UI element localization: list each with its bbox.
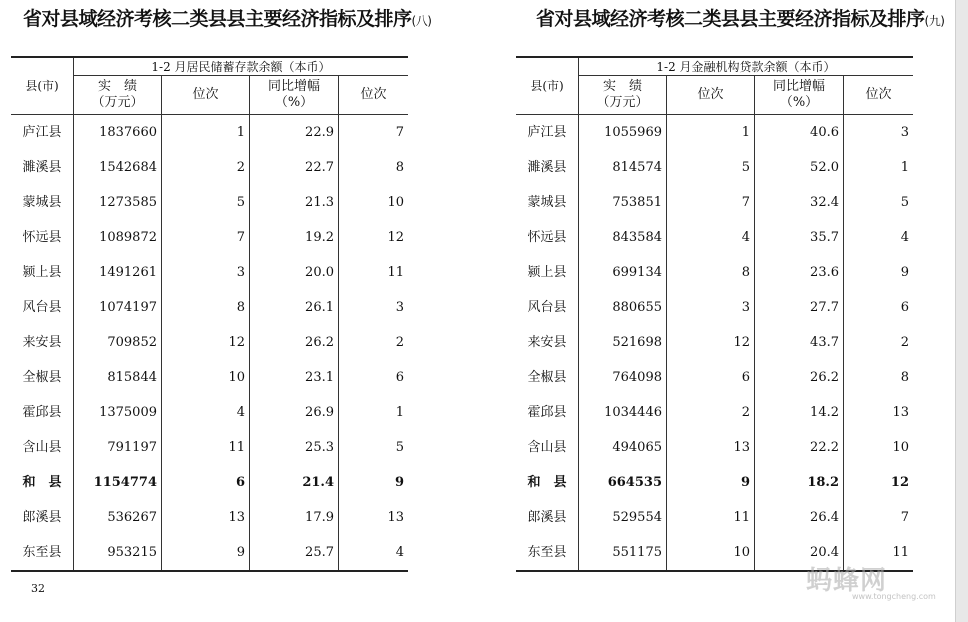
cell-growth: 25.3 [250, 430, 339, 465]
header-growth: 同比增幅 （%） [250, 76, 339, 115]
cell-rank: 6 [667, 360, 755, 395]
cell-growth: 22.9 [250, 115, 339, 151]
cell-growth-rank: 1 [395, 404, 404, 420]
savings-deposit-table [11, 56, 408, 572]
cell-county: 庐江县 [11, 115, 74, 151]
table-row [11, 290, 408, 325]
cell-county: 来安县 [516, 325, 579, 360]
watermark-logo: 蚂蜂网 [806, 566, 888, 596]
cell-growth-rank: 1 [900, 159, 909, 175]
table-row [516, 465, 913, 500]
cell-county: 怀远县 [11, 220, 74, 255]
cell-rank: 3 [667, 290, 755, 325]
cell-rank: 8 [162, 290, 250, 325]
cell-rank: 12 [667, 325, 755, 360]
cell-rank: 5 [162, 185, 250, 220]
cell-growth: 35.7 [755, 220, 844, 255]
cell-rank: 6 [162, 465, 250, 500]
cell-rank: 8 [667, 255, 755, 290]
header-span-title: 1-2 月金融机构贷款余额（本币） [579, 57, 914, 76]
cell-growth-rank: 6 [900, 299, 909, 315]
table-row [516, 360, 913, 395]
title-text: 省对县域经济考核二类县县主要经济指标及排序 [23, 8, 412, 30]
cell-value: 753851 [579, 185, 667, 220]
cell-county: 濉溪县 [516, 150, 579, 185]
cell-growth: 23.1 [250, 360, 339, 395]
cell-value: 1273585 [74, 185, 162, 220]
cell-county: 蒙城县 [516, 185, 579, 220]
table-row [516, 500, 913, 535]
cell-value: 536267 [74, 500, 162, 535]
table-row [516, 430, 913, 465]
cell-county: 来安县 [11, 325, 74, 360]
cell-growth-rank: 7 [395, 124, 404, 140]
cell-growth: 26.2 [755, 360, 844, 395]
cell-growth: 43.7 [755, 325, 844, 360]
cell-growth: 19.2 [250, 220, 339, 255]
cell-growth-rank: 10 [387, 194, 404, 210]
cell-growth: 22.2 [755, 430, 844, 465]
page-title-left [23, 4, 431, 31]
table-row [516, 185, 913, 220]
cell-growth-rank: 12 [387, 229, 404, 245]
cell-growth-rank: 5 [395, 439, 404, 455]
table-row [11, 255, 408, 290]
cell-county: 颍上县 [11, 255, 74, 290]
cell-value: 709852 [74, 325, 162, 360]
cell-rank: 13 [667, 430, 755, 465]
cell-growth: 18.2 [755, 465, 844, 500]
table-row [11, 500, 408, 535]
cell-county: 和 县 [11, 465, 74, 500]
cell-growth: 21.4 [250, 465, 339, 500]
cell-county: 全椒县 [11, 360, 74, 395]
table-row [516, 255, 913, 290]
header-county: 县(市) [11, 57, 74, 115]
cell-growth: 32.4 [755, 185, 844, 220]
page-number: 32 [31, 582, 45, 595]
cell-growth: 52.0 [755, 150, 844, 185]
cell-rank: 4 [162, 395, 250, 430]
title-suffix: (九) [924, 14, 945, 28]
cell-rank: 1 [667, 115, 755, 151]
title-suffix: (八) [411, 14, 432, 28]
cell-county: 霍邱县 [11, 395, 74, 430]
cell-rank: 5 [667, 150, 755, 185]
cell-rank: 9 [162, 535, 250, 571]
cell-value: 551175 [579, 535, 667, 571]
header-value: 实 绩 （万元） [74, 76, 162, 115]
header-rank: 位次 [667, 76, 755, 115]
table-row [516, 395, 913, 430]
cell-growth-rank: 4 [900, 229, 909, 245]
cell-value: 1055969 [579, 115, 667, 151]
cell-growth-rank: 13 [387, 509, 404, 525]
table-row [11, 325, 408, 360]
cell-value: 1034446 [579, 395, 667, 430]
cell-growth: 40.6 [755, 115, 844, 151]
cell-growth: 21.3 [250, 185, 339, 220]
table-row [11, 360, 408, 395]
table-row [516, 220, 913, 255]
cell-value: 664535 [579, 465, 667, 500]
cell-county: 东至县 [11, 535, 74, 571]
cell-growth-rank: 4 [395, 544, 404, 560]
table-row [11, 395, 408, 430]
cell-value: 843584 [579, 220, 667, 255]
cell-growth-rank: 11 [892, 544, 909, 560]
header-span-title: 1-2 月居民储蓄存款余额（本币） [74, 57, 409, 76]
cell-rank: 2 [162, 150, 250, 185]
header-rank: 位次 [162, 76, 250, 115]
scrollbar[interactable] [955, 0, 968, 622]
cell-rank: 2 [667, 395, 755, 430]
cell-county: 庐江县 [516, 115, 579, 151]
cell-growth: 25.7 [250, 535, 339, 571]
cell-rank: 1 [162, 115, 250, 151]
cell-county: 郎溪县 [11, 500, 74, 535]
cell-value: 521698 [579, 325, 667, 360]
cell-growth-rank: 6 [395, 369, 404, 385]
cell-growth-rank: 7 [900, 509, 909, 525]
cell-growth: 22.7 [250, 150, 339, 185]
cell-rank: 3 [162, 255, 250, 290]
cell-value: 791197 [74, 430, 162, 465]
cell-rank: 13 [162, 500, 250, 535]
cell-growth: 20.4 [755, 535, 844, 571]
table-row [516, 115, 913, 151]
cell-county: 霍邱县 [516, 395, 579, 430]
table-row [516, 290, 913, 325]
cell-value: 815844 [74, 360, 162, 395]
cell-growth: 20.0 [250, 255, 339, 290]
watermark-url: www.tongcheng.com [852, 592, 936, 601]
table-row [516, 325, 913, 360]
cell-growth: 17.9 [250, 500, 339, 535]
cell-rank: 12 [162, 325, 250, 360]
cell-rank: 7 [162, 220, 250, 255]
cell-county: 含山县 [516, 430, 579, 465]
cell-value: 1837660 [74, 115, 162, 151]
cell-growth-rank: 12 [890, 474, 909, 490]
cell-value: 814574 [579, 150, 667, 185]
cell-county: 郎溪县 [516, 500, 579, 535]
header-row [11, 57, 408, 76]
cell-value: 764098 [579, 360, 667, 395]
table-row [11, 220, 408, 255]
header-growth-rank: 位次 [844, 76, 914, 115]
cell-county: 颍上县 [516, 255, 579, 290]
table-row [11, 535, 408, 571]
cell-growth-rank: 2 [900, 334, 909, 350]
title-text: 省对县域经济考核二类县县主要经济指标及排序 [536, 8, 925, 30]
cell-rank: 10 [162, 360, 250, 395]
loan-balance-table [516, 56, 913, 572]
cell-value: 1089872 [74, 220, 162, 255]
cell-growth-rank: 3 [395, 299, 404, 315]
cell-growth: 23.6 [755, 255, 844, 290]
cell-growth-rank: 11 [387, 264, 404, 280]
cell-rank: 11 [667, 500, 755, 535]
table-row [11, 115, 408, 151]
cell-value: 1491261 [74, 255, 162, 290]
table-row [11, 465, 408, 500]
cell-county: 和 县 [516, 465, 579, 500]
cell-growth: 27.7 [755, 290, 844, 325]
cell-rank: 10 [667, 535, 755, 571]
cell-growth: 14.2 [755, 395, 844, 430]
cell-growth-rank: 5 [900, 194, 909, 210]
header-county: 县(市) [516, 57, 579, 115]
cell-growth-rank: 13 [892, 404, 909, 420]
header-growth-rank: 位次 [339, 76, 409, 115]
cell-growth: 26.4 [755, 500, 844, 535]
cell-value: 494065 [579, 430, 667, 465]
table-row [516, 150, 913, 185]
cell-value: 953215 [74, 535, 162, 571]
cell-county: 濉溪县 [11, 150, 74, 185]
cell-county: 含山县 [11, 430, 74, 465]
cell-rank: 4 [667, 220, 755, 255]
cell-growth: 26.1 [250, 290, 339, 325]
cell-value: 880655 [579, 290, 667, 325]
cell-value: 529554 [579, 500, 667, 535]
cell-value: 1375009 [74, 395, 162, 430]
table-row [11, 150, 408, 185]
cell-growth-rank: 8 [395, 159, 404, 175]
cell-value: 1542684 [74, 150, 162, 185]
page-title-right [536, 4, 944, 31]
cell-growth-rank: 9 [900, 264, 909, 280]
cell-county: 风台县 [516, 290, 579, 325]
cell-growth: 26.9 [250, 395, 339, 430]
cell-county: 蒙城县 [11, 185, 74, 220]
cell-growth: 26.2 [250, 325, 339, 360]
cell-county: 全椒县 [516, 360, 579, 395]
header-value: 实 绩 （万元） [579, 76, 667, 115]
cell-growth-rank: 9 [394, 474, 404, 490]
cell-value: 699134 [579, 255, 667, 290]
cell-rank: 9 [667, 465, 755, 500]
cell-value: 1074197 [74, 290, 162, 325]
cell-county: 怀远县 [516, 220, 579, 255]
cell-growth-rank: 10 [892, 439, 909, 455]
cell-rank: 7 [667, 185, 755, 220]
header-row [516, 57, 913, 76]
cell-rank: 11 [162, 430, 250, 465]
table-row [11, 185, 408, 220]
cell-county: 风台县 [11, 290, 74, 325]
cell-growth-rank: 3 [900, 124, 909, 140]
cell-growth-rank: 2 [395, 334, 404, 350]
cell-value: 1154774 [74, 465, 162, 500]
cell-growth-rank: 8 [900, 369, 909, 385]
table-row [11, 430, 408, 465]
header-growth: 同比增幅 （%） [755, 76, 844, 115]
cell-county: 东至县 [516, 535, 579, 571]
